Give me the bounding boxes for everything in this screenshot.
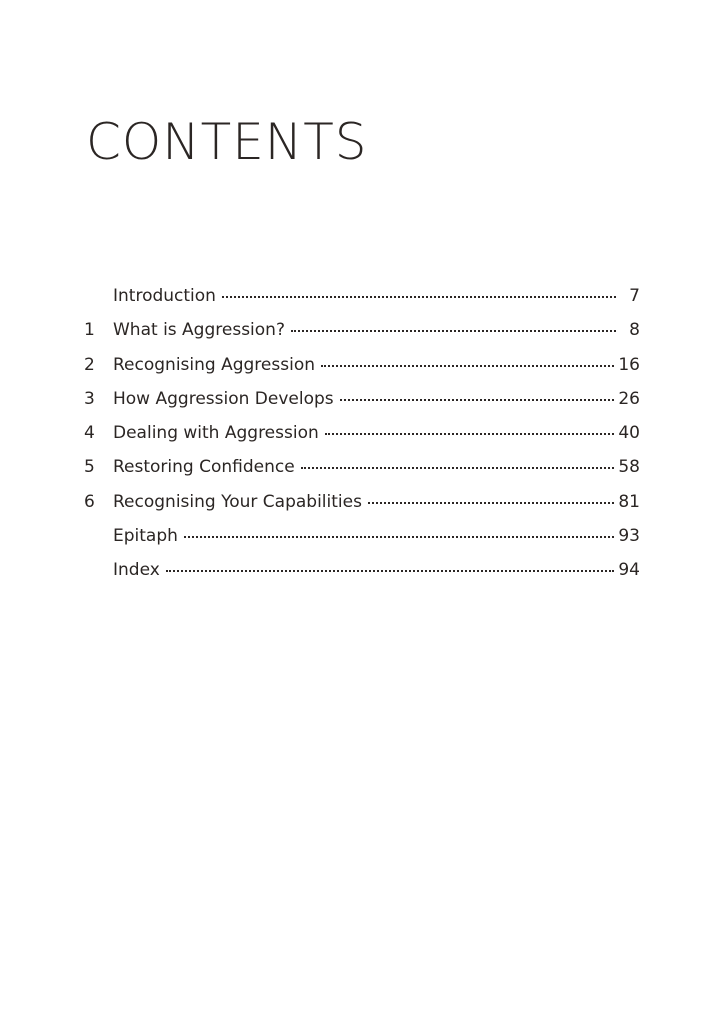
page-number: 94 [618, 560, 640, 580]
chapter-number: 1 [84, 320, 95, 341]
chapter-number: 4 [84, 423, 95, 443]
chapter-title: Index [113, 560, 160, 580]
dot-leader [340, 399, 615, 401]
chapter-title: Epitaph [113, 525, 178, 546]
page-number: 7 [629, 286, 640, 306]
page-number: 93 [618, 525, 640, 546]
toc-entry-chapter-5 [84, 457, 640, 491]
toc-entry-chapter-2 [84, 355, 640, 389]
page-number: 26 [618, 388, 640, 409]
chapter-title: Recognising Your Capabilities [113, 491, 362, 512]
chapter-title: Dealing with Aggression [113, 423, 319, 443]
chapter-number: 3 [84, 388, 95, 409]
chapter-title: What is Aggression? [113, 320, 285, 341]
toc-entry-index [84, 560, 640, 594]
toc-entry-chapter-3 [84, 389, 640, 423]
dot-leader [368, 502, 614, 504]
chapter-number: 5 [84, 457, 95, 478]
chapter-title: Restoring Confidence [113, 457, 295, 478]
dot-leader [291, 330, 616, 332]
dot-leader [166, 570, 615, 572]
page-number: 40 [618, 423, 640, 443]
page-number: 8 [629, 320, 640, 341]
dot-leader [325, 433, 615, 435]
chapter-title: How Aggression Develops [113, 388, 334, 409]
toc-entry-chapter-4 [84, 423, 640, 457]
dot-leader [222, 296, 616, 298]
dot-leader [301, 467, 615, 469]
page-number: 58 [618, 457, 640, 478]
chapter-number: 6 [84, 491, 95, 512]
table-of-contents [84, 286, 640, 594]
toc-entry-epitaph [84, 526, 640, 560]
toc-entry-introduction [84, 286, 640, 320]
page-number: 81 [618, 491, 640, 512]
page-title: CONTENTS [86, 113, 368, 171]
page-number: 16 [618, 354, 640, 375]
chapter-title: Recognising Aggression [113, 354, 315, 375]
toc-entry-chapter-6 [84, 492, 640, 526]
dot-leader [321, 365, 614, 367]
dot-leader [184, 536, 614, 538]
chapter-title: Introduction [113, 286, 216, 306]
toc-entry-chapter-1 [84, 320, 640, 354]
chapter-number: 2 [84, 354, 95, 375]
